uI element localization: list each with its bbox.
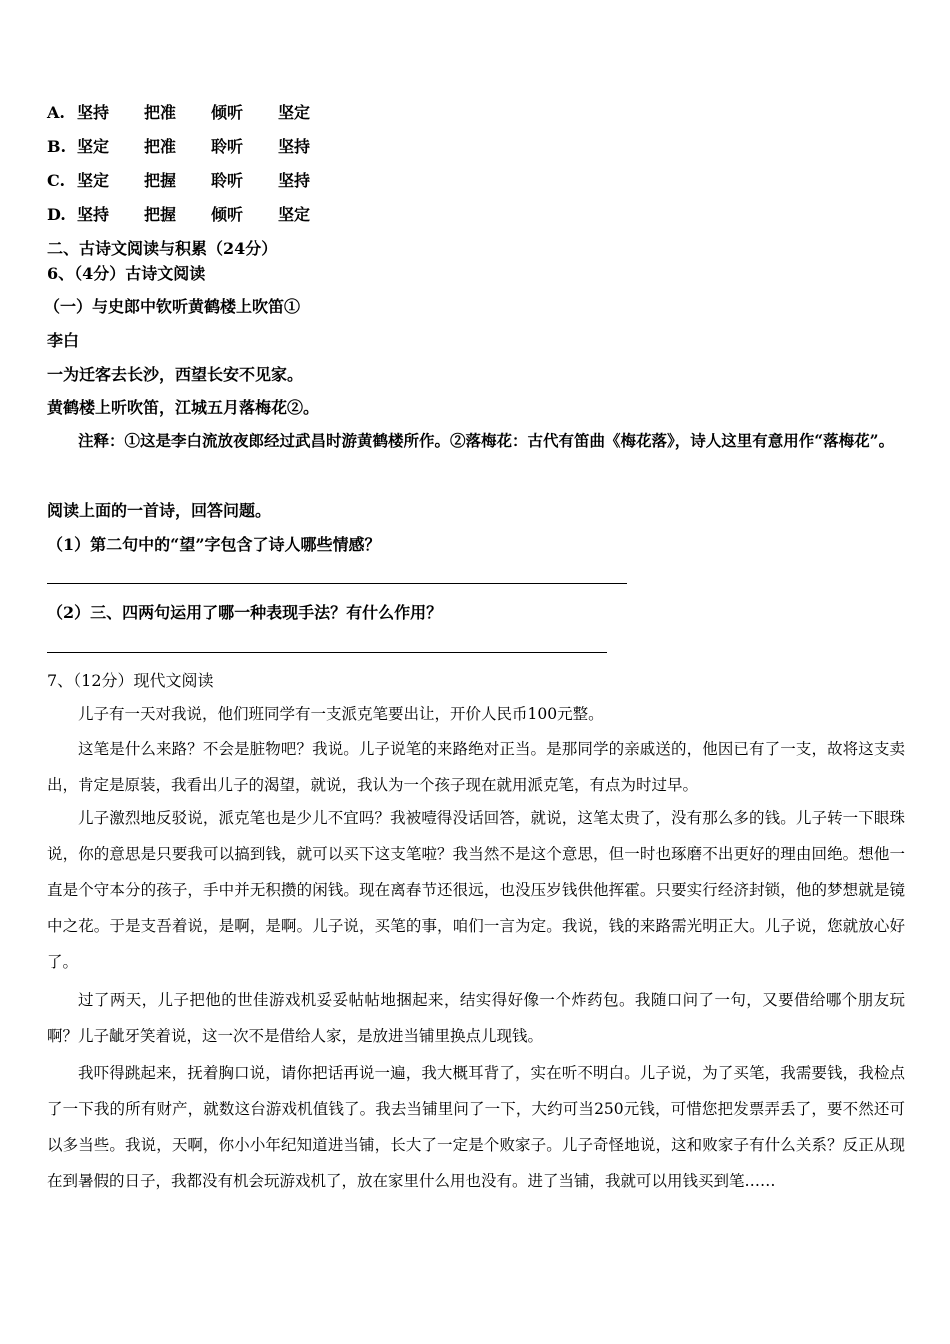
option-label: B. [47, 137, 67, 156]
option-word: 坚持 [278, 137, 311, 156]
option-label: A. [47, 103, 65, 122]
option-word: 倾听 [211, 205, 244, 224]
option-word: 坚持 [77, 103, 110, 122]
poem-line-2: 黄鹤楼上听吹笛，江城五月落梅花②。 [47, 398, 320, 417]
option-word: 坚定 [77, 171, 110, 190]
question-7-heading: 7、（12分）现代文阅读 [47, 671, 214, 690]
paragraph-3: 儿子激烈地反驳说，派克笔也是少儿不宜吗？我被噎得没话回答，就说，这笔太贵了，没有那么多的钱。儿子转一下眼珠说，你的意思是只要我可以搞到钱，就可以买下这支笔啦？我当然不是这个意思，但一时也琢磨不出更好的理由回绝。想他一直是个守本分的孩子，手中并无积攒的闲钱。现在离春节还很远，也没压岁钱供他挥霍。只要实行经济封锁，他的梦想就是镜中之花。于是支吾着说，是啊，是啊。儿子说，买笔的事，咱们一言为定。我说，钱的来路需光明正大。儿子说，您就放心好了。 [47, 809, 905, 971]
answer-line-1[interactable] [47, 583, 627, 584]
option-d [47, 205, 345, 225]
option-b [47, 137, 345, 157]
option-word: 坚定 [278, 103, 311, 122]
option-word: 坚定 [278, 205, 311, 224]
paragraph-5: 我吓得跳起来，抚着胸口说，请你把话再说一遍，我大概耳背了，实在听不明白。儿子说，为了买笔，我需要钱，我检点了一下我的所有财产，就数这台游戏机值钱了。我去当铺里问了一下，大约可当250元钱，可惜您把发票弄丢了，要不然还可以多当些。我说，天啊，你小小年纪知道进当铺，长大了一定是个败家子。儿子奇怪地说，这和败家子有什么关系？反正从现在到暑假的日子，我都没有机会玩游戏机了，放在家里什么用也没有。进了当铺，我就可以用钱买到笔…… [47, 1064, 905, 1190]
option-word: 倾听 [211, 103, 244, 122]
sub-question-2: （2）三、四两句运用了哪一种表现手法？有什么作用？ [47, 603, 443, 622]
section-heading: 二、古诗文阅读与积累（24分） [47, 239, 278, 258]
question-6-heading: 6、（4分）古诗文阅读 [47, 264, 206, 283]
paragraph-1: 儿子有一天对我说，他们班同学有一支派克笔要出让，开价人民币100元整。 [78, 705, 604, 723]
poem-author: 李白 [47, 331, 80, 350]
option-word: 坚定 [77, 137, 110, 156]
option-word: 把握 [144, 205, 177, 224]
poem-title: （一）与史郎中钦听黄鹤楼上吹笛① [44, 297, 301, 316]
option-label: C. [47, 171, 66, 190]
poem-note: 注释：①这是李白流放夜郎经过武昌时游黄鹤楼所作。②落梅花：古代有笛曲《梅花落》，诗人这里有意用作“落梅花”。 [78, 431, 895, 450]
option-word: 聆听 [211, 171, 244, 190]
option-a [47, 103, 345, 123]
option-word: 把准 [144, 137, 177, 156]
poem-line-1: 一为迁客去长沙，西望长安不见家。 [47, 365, 304, 384]
paragraph-4: 过了两天，儿子把他的世佳游戏机妥妥帖帖地捆起来，结实得好像一个炸药包。我随口问了一句，又要借给哪个朋友玩啊？儿子龇牙笑着说，这一次不是借给人家，是放进当铺里换点儿现钱。 [47, 991, 905, 1045]
option-word: 把准 [144, 103, 177, 122]
option-word: 把握 [144, 171, 177, 190]
paragraph-2: 这笔是什么来路？不会是脏物吧？我说。儿子说笔的来路绝对正当。是那同学的亲戚送的，他因已有了一支，故将这支卖出，肯定是原装，我看出儿子的渴望，就说，我认为一个孩子现在就用派克笔，有点为时过早。 [47, 740, 905, 794]
option-c [47, 171, 345, 191]
sub-question-1: （1）第二句中的“望”字包含了诗人哪些情感？ [47, 535, 381, 554]
option-word: 坚持 [77, 205, 110, 224]
answer-line-2[interactable] [47, 652, 607, 653]
option-label: D. [47, 205, 66, 224]
option-word: 坚持 [278, 171, 311, 190]
option-word: 聆听 [211, 137, 244, 156]
instruction: 阅读上面的一首诗，回答问题。 [47, 501, 272, 520]
